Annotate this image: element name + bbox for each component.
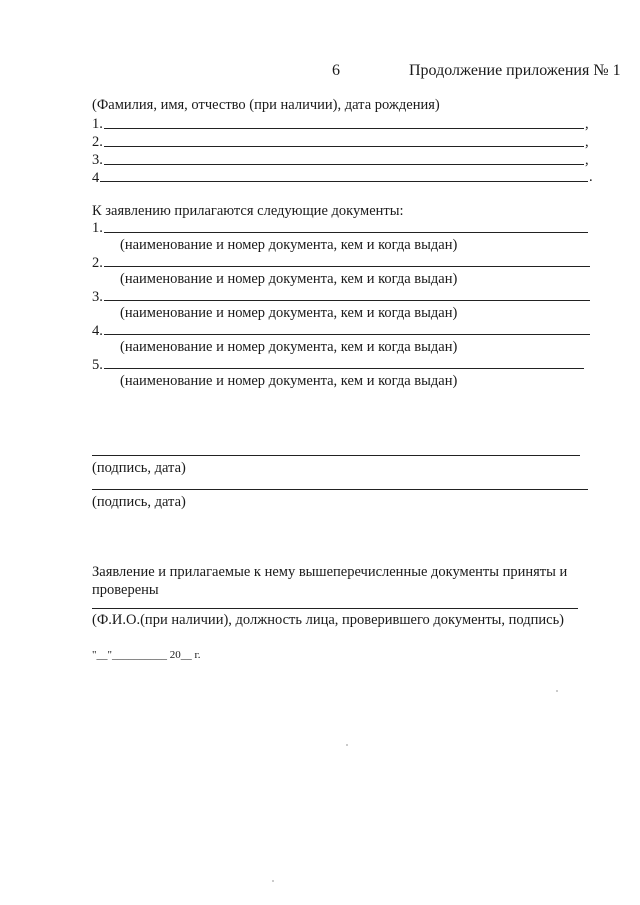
person-4-number: 4 xyxy=(92,170,100,186)
acceptance-text-line1: Заявление и прилагаемые к нему вышеперечисленные документы приняты и xyxy=(92,564,568,580)
acceptance-caption: (Ф.И.О.(при наличии), должность лица, проверившего документы, подпись) xyxy=(92,612,565,628)
scan-speck xyxy=(346,744,348,746)
document-2-field[interactable] xyxy=(104,266,590,267)
document-3-caption: (наименование и номер документа, кем и когда выдан) xyxy=(120,305,458,321)
continuation-label: Продолжение приложения № 1 xyxy=(409,62,621,79)
document-1-number: 1. xyxy=(92,220,103,236)
person-3-number: 3. xyxy=(92,152,103,168)
person-2-field[interactable] xyxy=(104,146,584,147)
person-1-number: 1. xyxy=(92,116,103,132)
person-4-end: . xyxy=(589,169,593,185)
page-number: 6 xyxy=(332,62,340,79)
person-4-field[interactable] xyxy=(100,181,588,182)
document-4-number: 4. xyxy=(92,323,103,339)
document-2-number: 2. xyxy=(92,255,103,271)
person-1-field[interactable] xyxy=(104,128,584,129)
document-3-field[interactable] xyxy=(104,300,590,301)
person-1-end: , xyxy=(585,116,589,132)
acceptance-date-line[interactable]: "__"__________ 20__ г. xyxy=(92,649,201,661)
person-2-end: , xyxy=(585,134,589,150)
acceptance-text-line2: проверены xyxy=(92,582,159,598)
document-4-caption: (наименование и номер документа, кем и когда выдан) xyxy=(120,339,458,355)
document-4-field[interactable] xyxy=(104,334,590,335)
person-3-end: , xyxy=(585,152,589,168)
persons-caption: (Фамилия, имя, отчество (при наличии), дата рождения) xyxy=(92,97,440,113)
document-5-field[interactable] xyxy=(104,368,584,369)
document-5-caption: (наименование и номер документа, кем и когда выдан) xyxy=(120,373,458,389)
person-2-number: 2. xyxy=(92,134,103,150)
signature-1-caption: (подпись, дата) xyxy=(92,460,186,476)
document-2-caption: (наименование и номер документа, кем и когда выдан) xyxy=(120,271,458,287)
document-1-caption: (наименование и номер документа, кем и когда выдан) xyxy=(120,237,458,253)
document-3-number: 3. xyxy=(92,289,103,305)
document-1-field[interactable] xyxy=(104,232,588,233)
signature-1-field[interactable] xyxy=(92,455,580,456)
acceptance-signature-field[interactable] xyxy=(92,608,578,609)
signature-2-caption: (подпись, дата) xyxy=(92,494,186,510)
document-5-number: 5. xyxy=(92,357,103,373)
person-3-field[interactable] xyxy=(104,164,584,165)
scan-speck xyxy=(556,690,558,692)
signature-2-field[interactable] xyxy=(92,489,588,490)
documents-intro: К заявлению прилагаются следующие документы: xyxy=(92,203,404,219)
scan-speck xyxy=(272,880,274,882)
